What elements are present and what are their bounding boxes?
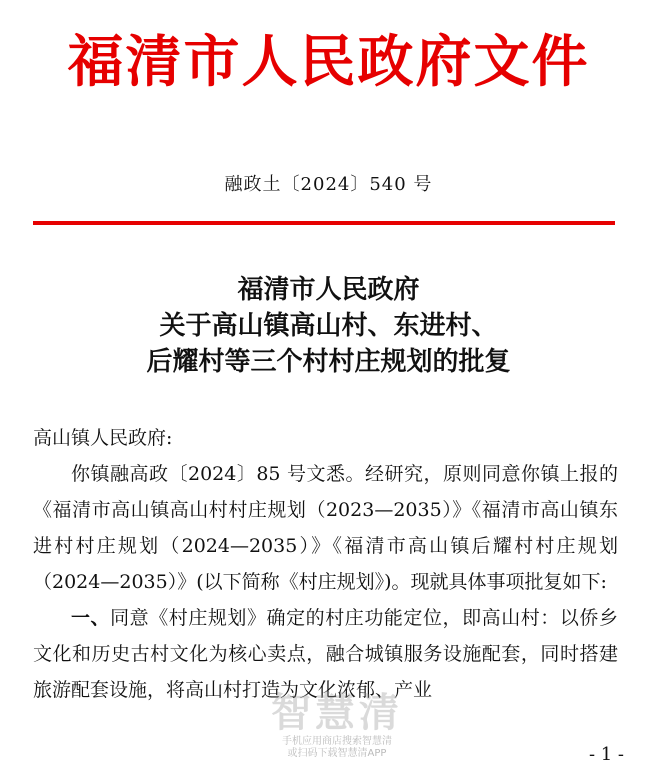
title-line-2: 关于高山镇高山村、东进村、 bbox=[159, 311, 498, 341]
title-line-1: 福清市人民政府 bbox=[237, 275, 420, 305]
section-1-marker: 一、 bbox=[71, 607, 111, 629]
paragraph-reply: 你镇融高政〔2024〕85 号文悉。经研究，原则同意你镇上报的《福清市高山镇高山村村庄规划（2023—2035）》《福清市高山镇东进村村庄规划（2024—2035）》《福清市高山镇后耀村村庄规划（2024—2035）》(以下简称《村庄规划》)。现就具体事项批复如下: bbox=[33, 463, 618, 593]
page-number: - 1 - bbox=[588, 744, 624, 765]
title-line-3: 后耀村等三个村村庄规划的批复 bbox=[146, 347, 511, 377]
issuing-authority-header: 福清市人民政府文件 bbox=[67, 29, 590, 95]
document-body bbox=[33, 420, 618, 708]
watermark-line-2: 或扫码下载智慧清APP bbox=[287, 748, 387, 759]
red-separator-line bbox=[33, 221, 615, 225]
watermark-line-1: 手机应用商店搜索智慧清 bbox=[282, 736, 392, 747]
section-1-text: 同意《村庄规划》确定的村庄功能定位，即高山村：以侨乡文化和历史古村文化为核心卖点，融合城镇服务设施配套，同时搭建旅游配套设施，将高山村打造为文化浓郁、产业 bbox=[33, 607, 618, 701]
document-number: 融政土〔2024〕540 号 bbox=[224, 174, 433, 195]
paragraph-section-1 bbox=[33, 600, 618, 708]
salutation: 高山镇人民政府: bbox=[33, 427, 173, 449]
document-title bbox=[0, 272, 657, 380]
watermark-brand: 智慧清 bbox=[271, 690, 403, 736]
